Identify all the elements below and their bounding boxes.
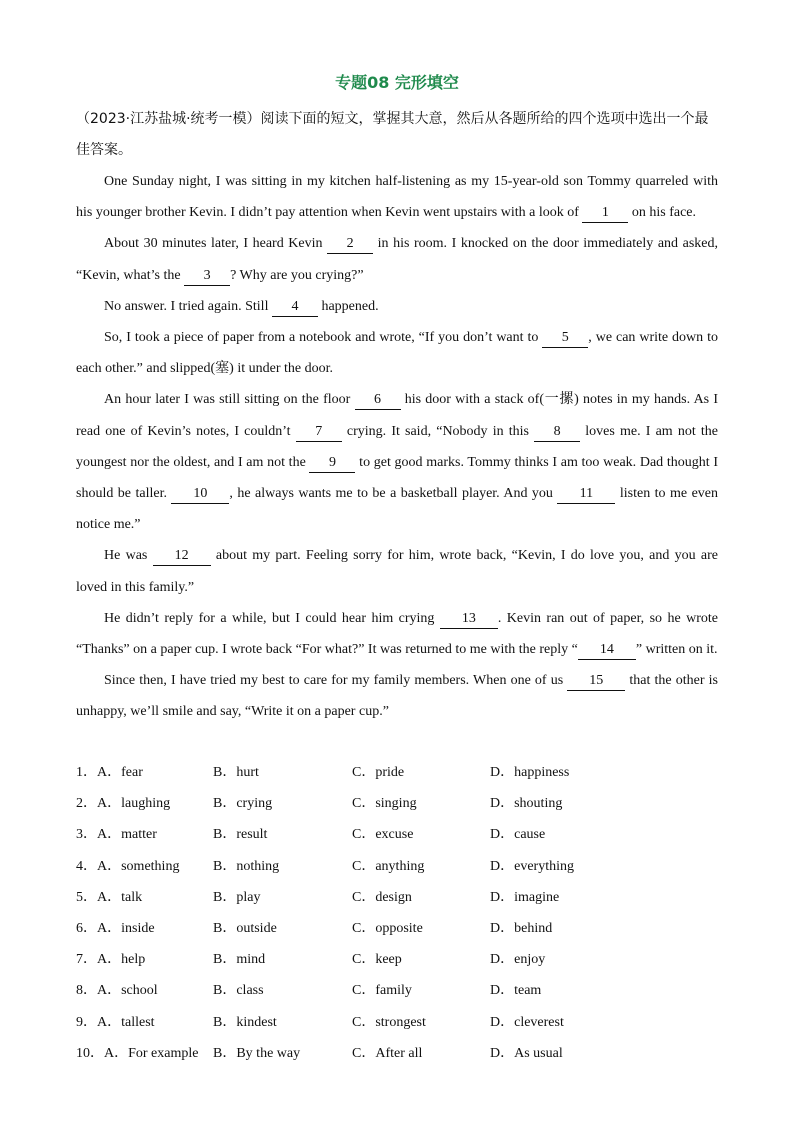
option-d: D．team xyxy=(490,983,542,999)
paragraph-p4: So, I took a piece of paper from a notebook and wrote, “If you don’t want to 5 , we can write down to each other.” and slipped(塞) it under the door. xyxy=(76,330,718,377)
option-b: B．By the way xyxy=(213,1045,301,1061)
blank-14: 14 xyxy=(578,641,636,660)
option-b: B．play xyxy=(213,889,261,905)
option-a: 5．A．talk xyxy=(76,889,143,905)
blank-3: 3 xyxy=(184,267,230,286)
option-d: D．everything xyxy=(490,858,574,874)
options-list xyxy=(76,757,718,1069)
option-b: B．crying xyxy=(213,796,273,812)
blank-13: 13 xyxy=(440,610,498,629)
passage xyxy=(76,166,718,728)
option-d: D．behind xyxy=(490,920,553,936)
option-a: 3．A．matter xyxy=(76,827,157,843)
option-b: B．outside xyxy=(213,920,277,936)
paragraph-p6: He was 12 about my part. Feeling sorry for him, wrote back, “Kevin, I do love you, and you are loved in this family.” xyxy=(76,548,718,595)
question-row xyxy=(76,975,718,1006)
question-row xyxy=(76,788,718,819)
option-c: C．family xyxy=(352,983,412,999)
option-a: 2．A．laughing xyxy=(76,796,171,812)
option-b: B．kindest xyxy=(213,1014,277,1030)
question-row xyxy=(76,819,718,850)
paragraph-p5: An hour later I was still sitting on the floor 6 his door with a stack of(一摞) notes in my hands. As I read one of Kevin’s notes, I couldn’t 7 crying. It said, “Nobody in this 8 loves me. I am not the youngest nor the oldest, and I am not the 9 to get good marks. Tommy thinks I am too weak. Dad thought I should be taller. 10 , he always wants me to be a basketball player. And you 11 listen to me even notice me.” xyxy=(76,392,718,533)
option-b: B．hurt xyxy=(213,765,259,780)
option-c: C．excuse xyxy=(352,827,414,843)
option-a: 6．A．inside xyxy=(76,920,155,936)
blank-6: 6 xyxy=(355,391,401,410)
option-d: D．enjoy xyxy=(490,952,546,968)
option-b: B．class xyxy=(213,983,264,999)
option-c: C．keep xyxy=(352,952,402,968)
option-c: C．design xyxy=(352,889,412,905)
option-b: B．mind xyxy=(213,952,266,968)
blank-5: 5 xyxy=(542,329,588,348)
blank-2: 2 xyxy=(327,235,373,254)
question-row xyxy=(76,1038,718,1069)
paragraph-p1: One Sunday night, I was sitting in my kitchen half-listening as my 15-year-old son Tommy quarreled with his younger brother Kevin. I didn’t pay attention when Kevin went upstairs with a look of 1 on his face. xyxy=(76,166,718,228)
paragraph-p2: About 30 minutes later, I heard Kevin 2 in his room. I knocked on the door immediately and asked, “Kevin, what’s the 3 ? Why are you crying?” xyxy=(76,228,718,290)
option-a: 8．A．school xyxy=(76,983,158,999)
question-row xyxy=(76,913,718,944)
option-d: D．happiness xyxy=(490,765,570,780)
blank-11: 11 xyxy=(557,485,615,504)
option-d: D．cause xyxy=(490,827,546,843)
option-a: 1．A．fear xyxy=(76,765,143,780)
question-row xyxy=(76,851,718,882)
option-d: D．As usual xyxy=(490,1045,563,1061)
option-d: D．cleverest xyxy=(490,1014,564,1030)
question-row xyxy=(76,757,718,788)
paragraph-p8: Since then, I have tried my best to care for my family members. When one of us 15 that the other is unhappy, we’ll smile and say, “Write it on a paper cup.” xyxy=(76,673,718,720)
blank-7: 7 xyxy=(296,423,342,442)
option-b: B．result xyxy=(213,827,268,843)
option-c: C．singing xyxy=(352,796,417,812)
option-d: D．shouting xyxy=(490,796,563,812)
option-a: 4．A．something xyxy=(76,858,180,874)
paragraph-p7: He didn’t reply for a while, but I could hear him crying 13 . Kevin ran out of paper, so he wrote “Thanks” on a paper cup. I wrote back “For what?” It was returned to me with the reply “ 14 ” written on it. xyxy=(76,603,718,665)
blank-4: 4 xyxy=(272,298,318,317)
page-title: 专题08 完形填空 xyxy=(335,73,459,92)
option-c: C．opposite xyxy=(352,920,423,936)
option-c: C．pride xyxy=(352,765,405,780)
option-a: 9．A．tallest xyxy=(76,1014,155,1030)
option-a: 10．A．For example xyxy=(76,1045,199,1061)
option-b: B．nothing xyxy=(213,858,280,874)
blank-9: 9 xyxy=(309,454,355,473)
option-c: C．After all xyxy=(352,1045,423,1061)
blank-12: 12 xyxy=(153,547,211,566)
option-c: C．anything xyxy=(352,858,425,874)
blank-15: 15 xyxy=(567,672,625,691)
option-c: C．strongest xyxy=(352,1014,426,1030)
question-row xyxy=(76,944,718,975)
blank-8: 8 xyxy=(534,423,580,442)
blank-10: 10 xyxy=(171,485,229,504)
paragraph-p3: No answer. I tried again. Still 4 happened. xyxy=(76,291,718,322)
option-d: D．imagine xyxy=(490,889,560,905)
question-row xyxy=(76,882,718,913)
question-row xyxy=(76,1007,718,1038)
blank-1: 1 xyxy=(582,204,628,223)
instructions: （2023·江苏盐城·统考一模）阅读下面的短文，掌握其大意，然后从各题所给的四个选项中选出一个最佳答案。 xyxy=(76,111,709,158)
option-a: 7．A．help xyxy=(76,952,146,968)
